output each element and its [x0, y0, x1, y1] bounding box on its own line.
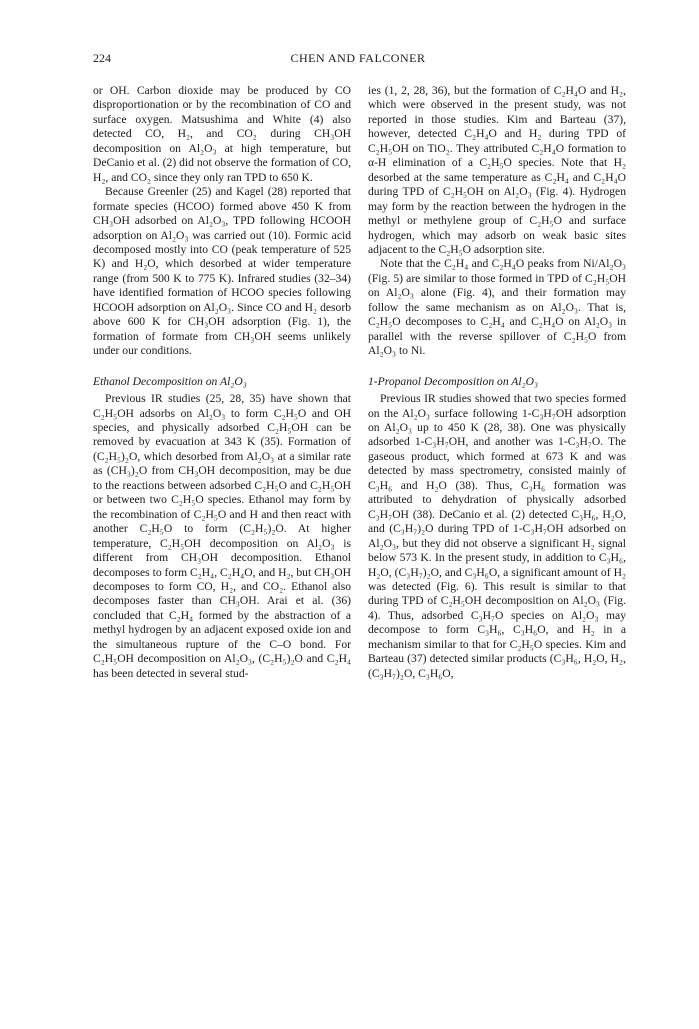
page-number: 224 — [93, 51, 111, 65]
section-heading-ethanol: Ethanol Decomposition on Al₂O₃ — [93, 374, 247, 388]
paragraph: Previous IR studies showed that two species formed on the Al₂O₃ surface following 1-C₃H₇OH adsorption on Al₂O₃ up to 450 K (28, 38). One was physically adsorbed 1-C₃H₇OH, and another was 1-C₃H₇O. The gaseous product, which formed at 673 K and was detected by mass spectrometry, consisted mainly of C₃H₆ and H₂O (38). Thus, C₃H₆ formation was attributed to dehydration of physically adsorbed C₃H₇OH (38). DeCanio et al. (2) detected C₃H₆, H₂O, and (C₃H₇)₂O during TPD of 1-C₃H₇OH adsorbed on Al₂O₃, but they did not observe a significant H₂ signal below 573 K. In the present study, in addition to C₃H₆, H₂O, (C₃H₇)₂O, and C₃H₆O, a significant amount of H₂ was detected (Fig. 6). This result is similar to that during TPD of C₂H₅OH decomposition on Al₂O₃ (Fig. 4). Thus, adsorbed C₃H₇O species on Al₂O₃ may decompose to form C₃H₆, C₃H₆O, and H₂ in a mechanism similar to that for C₂H₅O species. Kim and Barteau (37) detected similar products (C₃H₆, H₂O, H₂, (C₃H₇)₂O, C₃H₆O, — [368, 392, 626, 680]
section-heading-propanol: 1-Propanol Decomposition on Al₂O₃ — [368, 374, 539, 388]
left-column — [93, 84, 351, 681]
paragraph: ies (1, 2, 28, 36), but the formation of C₂H₄O and H₂, which were observed in the present study, was not reported in those studies. Kim and Barteau (37), however, detected C₂H₄O and H₂ during TPD of C₂H₅OH on TiO₂. They attributed C₂H₄O formation to α-H elimination of a C₂H₅O species. Note that H₂ desorbed at the same temperature as C₂H₄ and C₂H₄O during TPD of C₂H₅OH on Al₂O₃ (Fig. 4). Hydrogen may form by the reaction between the hydrogen in the methyl or methylene group of C₂H₅O and surface hydrogen, which may adsorb on weak basic sites adjacent to the C₂H₅O adsorption site. — [368, 84, 626, 256]
running-title: CHEN AND FALCONER — [290, 51, 426, 65]
paragraph: Note that the C₂H₄ and C₂H₄O peaks from Ni/Al₂O₃ (Fig. 5) are similar to those formed in TPD of C₂H₅OH on Al₂O₃ alone (Fig. 4), and their formation may follow the same mechanism as on Al₂O₃. That is, C₂H₅O decomposes to C₂H₄ and C₂H₄O on Al₂O₃ in parallel with the reverse spillover of C₂H₅O from Al₂O₃ to Ni. — [368, 257, 626, 358]
right-column — [368, 84, 626, 681]
page-header — [93, 51, 623, 71]
paragraph: or OH. Carbon dioxide may be produced by CO disproportionation or by the recombination of CO and surface oxygen. Matsushima and White (4) also detected CO, H₂, and CO₂ during CH₃OH decomposition on Al₂O₃ at high temperature, but DeCanio et al. (2) did not observe the formation of CO, H₂, and CO₂ since they only ran TPD to 650 K. — [93, 84, 351, 184]
paragraph: Because Greenler (25) and Kagel (28) reported that formate species (HCOO) formed above 450 K from CH₃OH adsorbed on Al₂O₃, TPD following HCOOH adsorption on Al₂O₃ was carried out (10). Formic acid decomposed mostly into CO (peak temperature of 525 K) and H₂O, which desorbed at wider temperature range (from 500 K to 775 K). Infrared studies (32–34) have identified formation of HCOO species following HCOOH adsorption on Al₂O₃. Since CO and H₂ desorb above 600 K for CH₃OH adsorption (Fig. 1), the formation of formate from CH₃OH seems unlikely under our conditions. — [93, 185, 351, 358]
paragraph: Previous IR studies (25, 28, 35) have shown that C₂H₅OH adsorbs on Al₂O₃ to form C₂H₅O and OH species, and physically adsorbed C₂H₅OH can be removed by evacuation at 343 K (35). Formation of (C₂H₅)₂O, which desorbed from Al₂O₃ at a similar rate as (CH₃)₂O from CH₃OH decomposition, may be due to the reactions between adsorbed C₂H₅O and C₂H₅OH or between two C₂H₅O species. Ethanol may form by the recombination of C₂H₅O and H and then react with another C₂H₅O to form (C₂H₅)₂O. At higher temperature, C₂H₅OH decomposition on Al₂O₃ is different from CH₃OH decomposition. Ethanol decomposes to form C₂H₄, C₂H₄O, and H₂, but CH₃OH decomposes to form CO, H₂, and CO₂. Ethanol also decomposes faster than CH₃OH. Arai et al. (36) concluded that C₂H₄ formed by the abstraction of a methyl hydrogen by an adjacent exposed oxide ion and the simultaneous rupture of the C–O bond. For C₂H₅OH decomposition on Al₂O₃, (C₂H₅)₂O and C₂H₄ has been detected in several stud- — [93, 392, 351, 680]
